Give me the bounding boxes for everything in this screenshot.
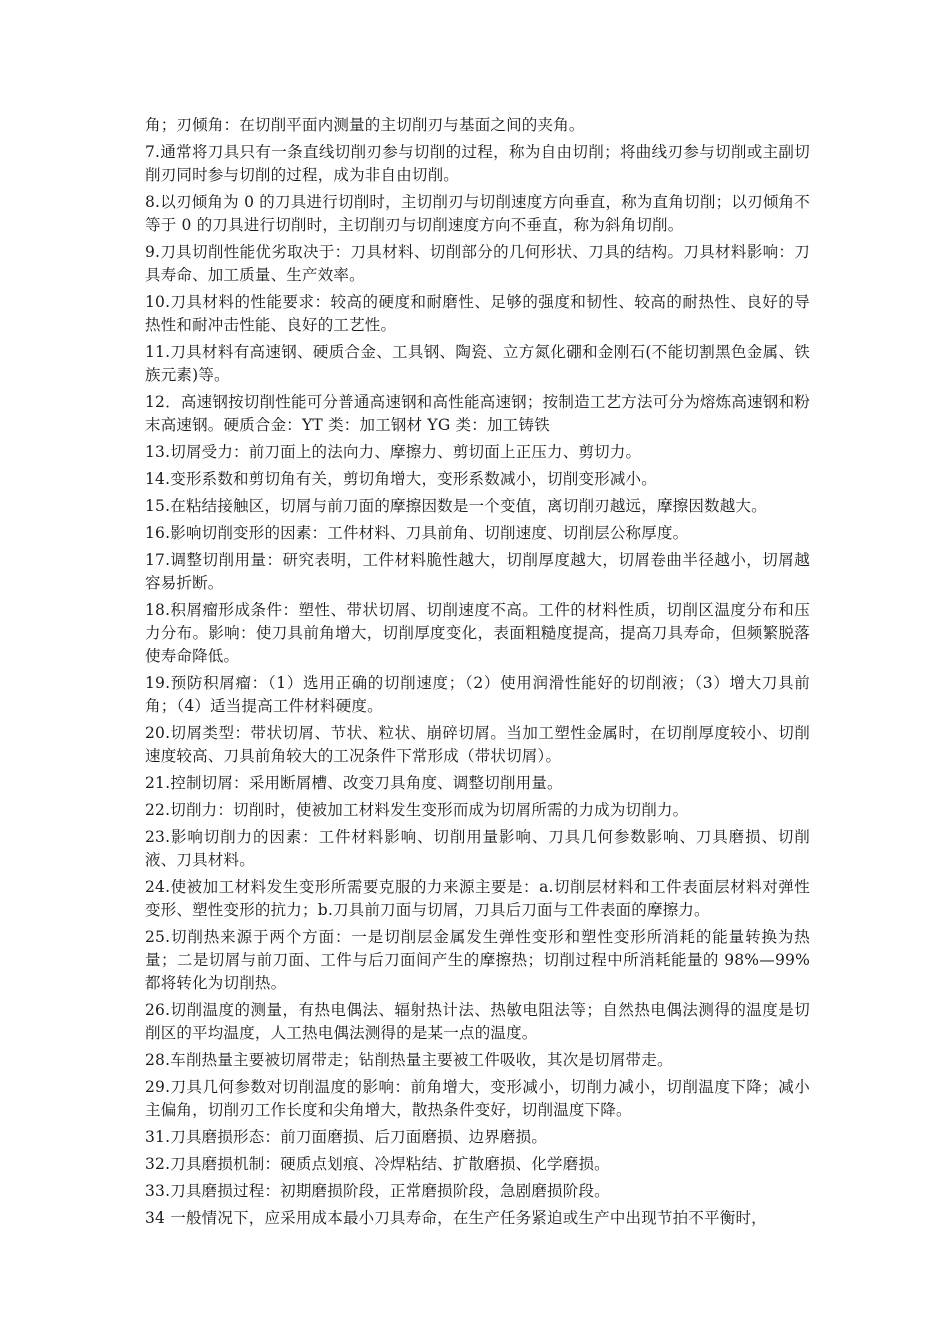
paragraph-11: 11.刀具材料有高速钢、硬质合金、工具钢、陶瓷、立方氮化硼和金刚石(不能切割黑色金属、铁族元素)等。 bbox=[145, 343, 810, 384]
paragraph-32: 32.刀具磨损机制：硬质点划痕、冷焊粘结、扩散磨损、化学磨损。 bbox=[145, 1155, 610, 1173]
paragraph-33: 33.刀具磨损过程：初期磨损阶段，正常磨损阶段，急剧磨损阶段。 bbox=[145, 1182, 610, 1200]
paragraph-12: 12．高速钢按切削性能可分普通高速钢和高性能高速钢；按制造工艺方法可分为熔炼高速钢和粉末高速钢。硬质合金：YT 类：加工钢材 YG 类：加工铸铁 bbox=[145, 393, 810, 434]
paragraph-21: 21.控制切屑：采用断屑槽、改变刀具角度、调整切削用量。 bbox=[145, 774, 563, 792]
paragraph-20: 20.切屑类型：带状切屑、节状、粒状、崩碎切屑。当加工塑性金属时，在切削厚度较小、切削速度较高、刀具前角较大的工况条件下常形成（带状切屑）。 bbox=[145, 724, 810, 765]
document-page bbox=[145, 114, 810, 1234]
paragraph-7: 7.通常将刀具只有一条直线切削刃参与切削的过程，称为自由切削；将曲线刃参与切削或主副切削刃同时参与切削的过程，成为非自由切削。 bbox=[145, 143, 810, 184]
paragraph-8: 8.以刃倾角为 0 的刀具进行切削时，主切削刃与切削速度方向垂直，称为直角切削；以刃倾角不等于 0 的刀具进行切削时，主切削刃与切削速度方向不垂直，称为斜角切削。 bbox=[145, 193, 810, 234]
paragraph-17: 17.调整切削用量：研究表明，工件材料脆性越大，切削厚度越大，切屑卷曲半径越小，切屑越容易折断。 bbox=[145, 551, 810, 592]
paragraph-23: 23.影响切削力的因素：工件材料影响、切削用量影响、刀具几何参数影响、刀具磨损、切削液、刀具材料。 bbox=[145, 828, 810, 869]
paragraph-22: 22.切削力：切削时，使被加工材料发生变形而成为切屑所需的力成为切削力。 bbox=[145, 801, 689, 819]
paragraph-10: 10.刀具材料的性能要求：较高的硬度和耐磨性、足够的强度和韧性、较高的耐热性、良好的导热性和耐冲击性能、良好的工艺性。 bbox=[145, 293, 810, 334]
paragraph-29: 29.刀具几何参数对切削温度的影响：前角增大，变形减小，切削力减小，切削温度下降；减小主偏角，切削刃工作长度和尖角增大，散热条件变好，切削温度下降。 bbox=[145, 1078, 810, 1119]
paragraph-24: 24.使被加工材料发生变形所需要克服的力来源主要是：a.切削层材料和工件表面层材料对弹性变形、塑性变形的抗力；b.刀具前刀面与切屑，刀具后刀面与工件表面的摩擦力。 bbox=[145, 878, 810, 919]
paragraph-rake-incline-angle: 角；刃倾角：在切削平面内测量的主切削刃与基面之间的夹角。 bbox=[145, 116, 585, 134]
paragraph-14: 14.变形系数和剪切角有关，剪切角增大，变形系数减小，切削变形减小。 bbox=[145, 470, 657, 488]
paragraph-34: 34 一般情况下，应采用成本最小刀具寿命，在生产任务紧迫或生产中出现节拍不平衡时， bbox=[145, 1209, 767, 1227]
paragraph-13: 13.切屑受力：前刀面上的法向力、摩擦力、剪切面上正压力、剪切力。 bbox=[145, 443, 642, 461]
paragraph-18: 18.积屑瘤形成条件：塑性、带状切屑、切削速度不高。工件的材料性质，切削区温度分布和压力分布。影响：使刀具前角增大，切削厚度变化，表面粗糙度提高，提高刀具寿命，但频繁脱落使寿命降低。 bbox=[145, 601, 810, 665]
paragraph-15: 15.在粘结接触区，切屑与前刀面的摩擦因数是一个变值，离切削刃越远，摩擦因数越大。 bbox=[145, 497, 767, 515]
paragraph-9: 9.刀具切削性能优劣取决于：刀具材料、切削部分的几何形状、刀具的结构。刀具材料影响：刀具寿命、加工质量、生产效率。 bbox=[145, 243, 810, 284]
paragraph-25: 25.切削热来源于两个方面：一是切削层金属发生弹性变形和塑性变形所消耗的能量转换为热量；二是切屑与前刀面、工件与后刀面间产生的摩擦热；切削过程中所消耗能量的 98%—99%都将转化为切削热。 bbox=[145, 928, 810, 992]
paragraph-26: 26.切削温度的测量，有热电偶法、辐射热计法、热敏电阻法等；自然热电偶法测得的温度是切削区的平均温度，人工热电偶法测得的是某一点的温度。 bbox=[145, 1001, 810, 1042]
paragraph-19: 19.预防积屑瘤：（1）选用正确的切削速度；（2）使用润滑性能好的切削液；（3）增大刀具前角；（4）适当提高工件材料硬度。 bbox=[145, 674, 810, 715]
paragraph-16: 16.影响切削变形的因素：工件材料、刀具前角、切削速度、切削层公称厚度。 bbox=[145, 524, 689, 542]
paragraph-31: 31.刀具磨损形态：前刀面磨损、后刀面磨损、边界磨损。 bbox=[145, 1128, 548, 1146]
paragraph-28: 28.车削热量主要被切屑带走；钻削热量主要被工件吸收，其次是切屑带走。 bbox=[145, 1051, 673, 1069]
